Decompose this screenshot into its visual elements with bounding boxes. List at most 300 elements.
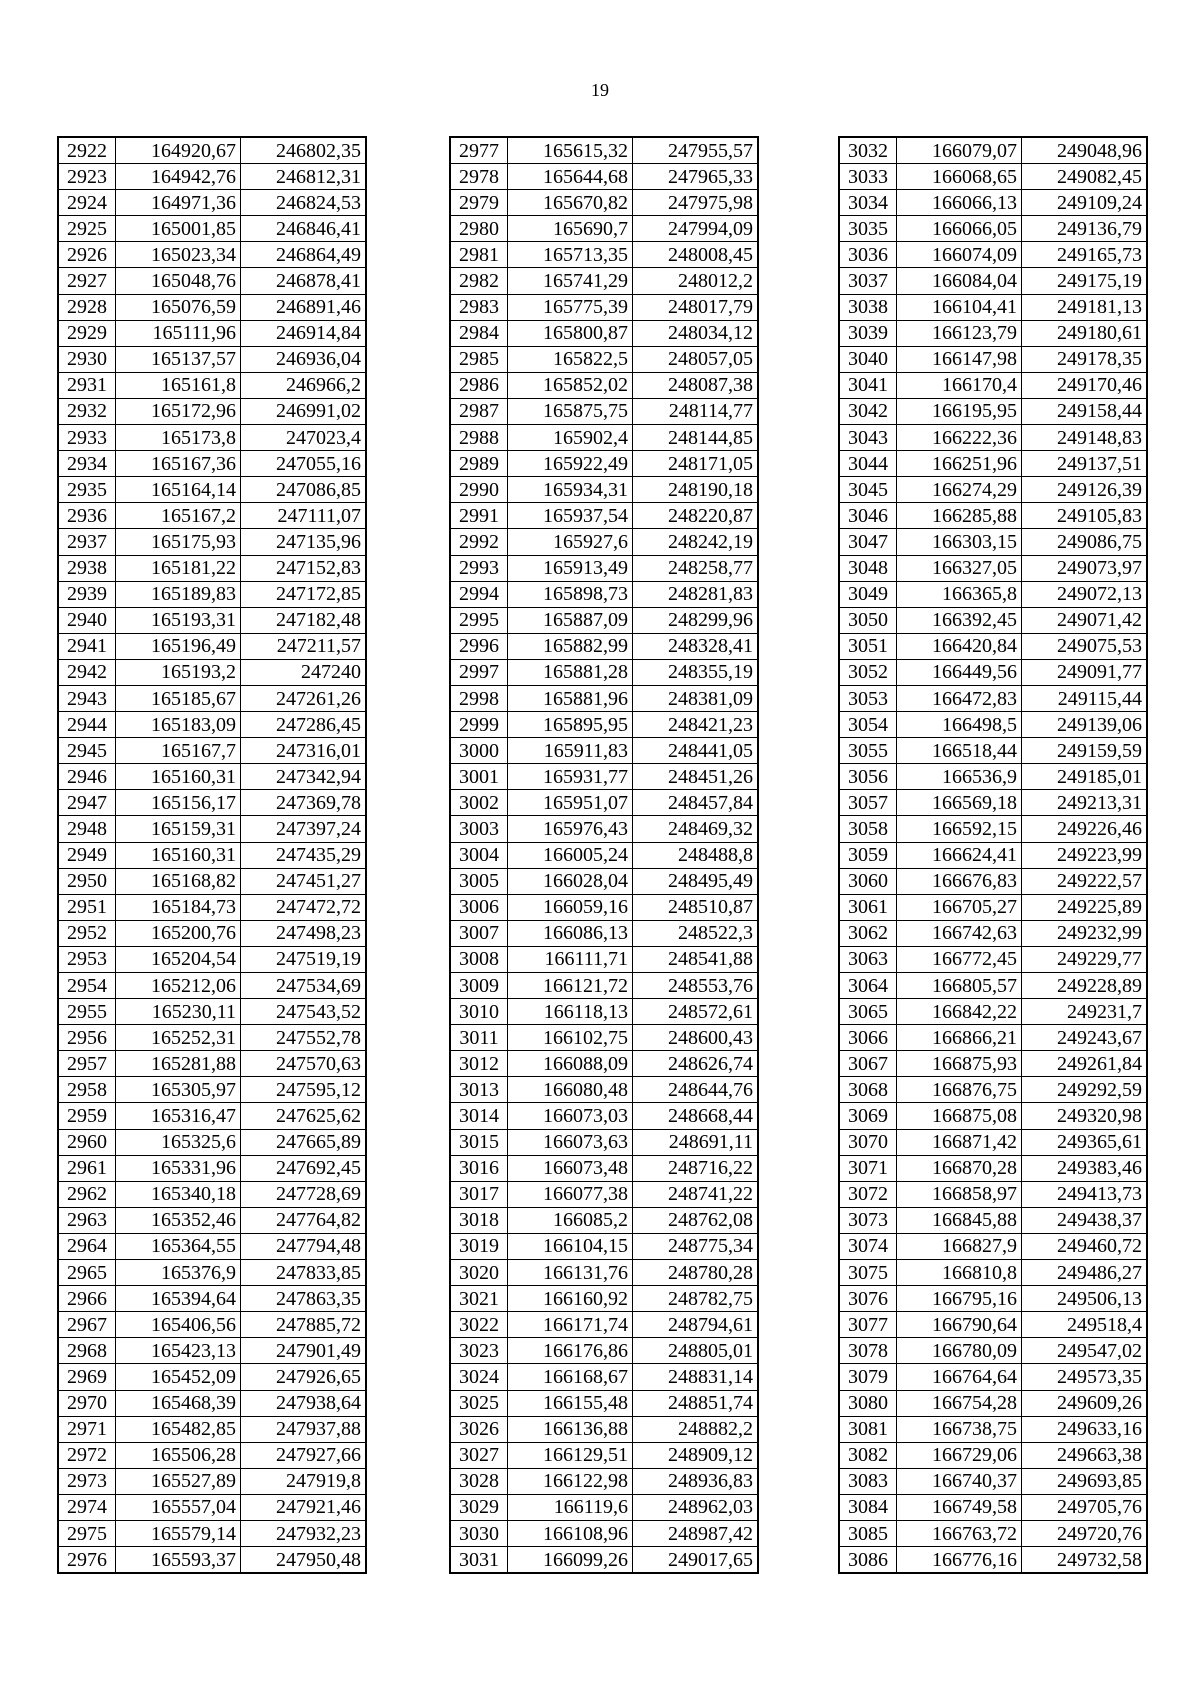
table-row: [839, 946, 1147, 972]
y-coordinate-cell: 247086,85: [241, 477, 367, 503]
table-row: [450, 1260, 758, 1286]
point-number-cell: 3020: [450, 1260, 508, 1286]
y-coordinate-cell: 248441,05: [633, 738, 759, 764]
y-coordinate-cell: 248626,74: [633, 1051, 759, 1077]
y-coordinate-cell: 249213,31: [1022, 790, 1148, 816]
table-row: [58, 268, 366, 294]
point-number-cell: 3085: [839, 1520, 897, 1546]
x-coordinate-cell: 165690,7: [508, 216, 633, 242]
y-coordinate-cell: 249547,02: [1022, 1338, 1148, 1364]
point-number-cell: 3073: [839, 1207, 897, 1233]
table-row: [58, 1207, 366, 1233]
table-row: [839, 1547, 1147, 1574]
point-number-cell: 2995: [450, 607, 508, 633]
point-number-cell: 3049: [839, 581, 897, 607]
point-number-cell: 3016: [450, 1155, 508, 1181]
point-number-cell: 3081: [839, 1416, 897, 1442]
y-coordinate-cell: 247369,78: [241, 790, 367, 816]
point-number-cell: 3055: [839, 738, 897, 764]
x-coordinate-cell: 166028,04: [508, 868, 633, 894]
x-coordinate-cell: 165376,9: [116, 1260, 241, 1286]
point-number-cell: 2932: [58, 398, 116, 424]
point-number-cell: 3035: [839, 216, 897, 242]
y-coordinate-cell: 247901,49: [241, 1338, 367, 1364]
point-number-cell: 3001: [450, 764, 508, 790]
x-coordinate-cell: 166876,75: [897, 1077, 1022, 1103]
x-coordinate-cell: 166099,26: [508, 1547, 633, 1574]
table-row: [839, 659, 1147, 685]
point-number-cell: 2938: [58, 555, 116, 581]
y-coordinate-cell: 248017,79: [633, 294, 759, 320]
table-row: [450, 398, 758, 424]
x-coordinate-cell: 165340,18: [116, 1181, 241, 1207]
point-number-cell: 3037: [839, 268, 897, 294]
table-row: [839, 1494, 1147, 1520]
x-coordinate-cell: 165741,29: [508, 268, 633, 294]
point-number-cell: 2973: [58, 1468, 116, 1494]
point-number-cell: 3080: [839, 1390, 897, 1416]
table-row: [450, 816, 758, 842]
point-number-cell: 3012: [450, 1051, 508, 1077]
table-row: [839, 1260, 1147, 1286]
y-coordinate-cell: 247937,88: [241, 1416, 367, 1442]
table-row: [58, 320, 366, 346]
y-coordinate-cell: 246991,02: [241, 398, 367, 424]
y-coordinate-cell: 249486,27: [1022, 1260, 1148, 1286]
table-row: [839, 999, 1147, 1025]
x-coordinate-cell: 166327,05: [897, 555, 1022, 581]
table-row: [58, 1468, 366, 1494]
x-coordinate-cell: 165175,93: [116, 529, 241, 555]
y-coordinate-cell: 248882,2: [633, 1416, 759, 1442]
point-number-cell: 2969: [58, 1364, 116, 1390]
x-coordinate-cell: 165281,88: [116, 1051, 241, 1077]
x-coordinate-cell: 166870,28: [897, 1155, 1022, 1181]
point-number-cell: 3008: [450, 946, 508, 972]
point-number-cell: 2952: [58, 920, 116, 946]
point-number-cell: 3036: [839, 242, 897, 268]
table-row: [839, 1233, 1147, 1259]
x-coordinate-cell: 166472,83: [897, 685, 1022, 711]
x-coordinate-cell: 165898,73: [508, 581, 633, 607]
x-coordinate-cell: 165644,68: [508, 164, 633, 190]
x-coordinate-cell: 166569,18: [897, 790, 1022, 816]
point-number-cell: 2954: [58, 973, 116, 999]
x-coordinate-cell: 166195,95: [897, 398, 1022, 424]
table-row: [839, 1103, 1147, 1129]
point-number-cell: 2947: [58, 790, 116, 816]
y-coordinate-cell: 249438,37: [1022, 1207, 1148, 1233]
x-coordinate-cell: 165181,22: [116, 555, 241, 581]
point-number-cell: 2946: [58, 764, 116, 790]
table-row: [58, 790, 366, 816]
point-number-cell: 3066: [839, 1025, 897, 1051]
table-row: [58, 1520, 366, 1546]
x-coordinate-cell: 166079,07: [897, 137, 1022, 164]
y-coordinate-cell: 249705,76: [1022, 1494, 1148, 1520]
x-coordinate-cell: 166274,29: [897, 477, 1022, 503]
y-coordinate-cell: 248012,2: [633, 268, 759, 294]
x-coordinate-cell: 166080,48: [508, 1077, 633, 1103]
y-coordinate-cell: 249178,35: [1022, 346, 1148, 372]
y-coordinate-cell: 249185,01: [1022, 764, 1148, 790]
y-coordinate-cell: 249232,99: [1022, 920, 1148, 946]
x-coordinate-cell: 165325,6: [116, 1129, 241, 1155]
table-row: [839, 164, 1147, 190]
x-coordinate-cell: 166518,44: [897, 738, 1022, 764]
x-coordinate-cell: 166536,9: [897, 764, 1022, 790]
y-coordinate-cell: 248034,12: [633, 320, 759, 346]
point-number-cell: 2999: [450, 712, 508, 738]
x-coordinate-cell: 165852,02: [508, 372, 633, 398]
x-coordinate-cell: 165161,8: [116, 372, 241, 398]
y-coordinate-cell: 247938,64: [241, 1390, 367, 1416]
table-row: [58, 1286, 366, 1312]
y-coordinate-cell: 249633,16: [1022, 1416, 1148, 1442]
y-coordinate-cell: 249518,4: [1022, 1312, 1148, 1338]
table-row: [58, 1442, 366, 1468]
point-number-cell: 2927: [58, 268, 116, 294]
table-row: [450, 581, 758, 607]
table-row: [839, 1129, 1147, 1155]
y-coordinate-cell: 247570,63: [241, 1051, 367, 1077]
point-number-cell: 3042: [839, 398, 897, 424]
y-coordinate-cell: 246864,49: [241, 242, 367, 268]
point-number-cell: 2929: [58, 320, 116, 346]
table-row: [450, 607, 758, 633]
table-row: [839, 816, 1147, 842]
table-row: [450, 1129, 758, 1155]
y-coordinate-cell: 246812,31: [241, 164, 367, 190]
table-row: [58, 503, 366, 529]
y-coordinate-cell: 248644,76: [633, 1077, 759, 1103]
point-number-cell: 3070: [839, 1129, 897, 1155]
table-row: [450, 503, 758, 529]
table-row: [58, 1181, 366, 1207]
y-coordinate-cell: 249181,13: [1022, 294, 1148, 320]
table-row: [450, 712, 758, 738]
point-number-cell: 2961: [58, 1155, 116, 1181]
x-coordinate-cell: 165913,49: [508, 555, 633, 581]
y-coordinate-cell: 249126,39: [1022, 477, 1148, 503]
x-coordinate-cell: 165922,49: [508, 451, 633, 477]
y-coordinate-cell: 247543,52: [241, 999, 367, 1025]
y-coordinate-cell: 247955,57: [633, 137, 759, 164]
table-row: [450, 164, 758, 190]
table-row: [450, 1286, 758, 1312]
point-number-cell: 3006: [450, 894, 508, 920]
y-coordinate-cell: 247172,85: [241, 581, 367, 607]
y-coordinate-cell: 249073,97: [1022, 555, 1148, 581]
x-coordinate-cell: 165934,31: [508, 477, 633, 503]
x-coordinate-cell: 165023,34: [116, 242, 241, 268]
x-coordinate-cell: 165193,31: [116, 607, 241, 633]
x-coordinate-cell: 166875,93: [897, 1051, 1022, 1077]
x-coordinate-cell: 165156,17: [116, 790, 241, 816]
x-coordinate-cell: 166073,03: [508, 1103, 633, 1129]
point-number-cell: 2934: [58, 451, 116, 477]
x-coordinate-cell: 166827,9: [897, 1233, 1022, 1259]
table-row: [450, 294, 758, 320]
x-coordinate-cell: 166155,48: [508, 1390, 633, 1416]
point-number-cell: 3003: [450, 816, 508, 842]
y-coordinate-cell: 248087,38: [633, 372, 759, 398]
x-coordinate-cell: 165111,96: [116, 320, 241, 346]
point-number-cell: 3052: [839, 659, 897, 685]
table-row: [839, 790, 1147, 816]
point-number-cell: 3054: [839, 712, 897, 738]
table-row: [450, 242, 758, 268]
table-row: [58, 425, 366, 451]
table-row: [839, 920, 1147, 946]
point-number-cell: 3057: [839, 790, 897, 816]
x-coordinate-cell: 165193,2: [116, 659, 241, 685]
point-number-cell: 2988: [450, 425, 508, 451]
x-coordinate-cell: 165882,99: [508, 633, 633, 659]
y-coordinate-cell: 247994,09: [633, 216, 759, 242]
table-row: [450, 920, 758, 946]
point-number-cell: 3050: [839, 607, 897, 633]
x-coordinate-cell: 166764,64: [897, 1364, 1022, 1390]
y-coordinate-cell: 248220,87: [633, 503, 759, 529]
point-number-cell: 3060: [839, 868, 897, 894]
y-coordinate-cell: 249261,84: [1022, 1051, 1148, 1077]
table-row: [58, 451, 366, 477]
table-row: [450, 451, 758, 477]
x-coordinate-cell: 166795,16: [897, 1286, 1022, 1312]
table-row: [839, 372, 1147, 398]
x-coordinate-cell: 165160,31: [116, 842, 241, 868]
point-number-cell: 3064: [839, 973, 897, 999]
point-number-cell: 2997: [450, 659, 508, 685]
y-coordinate-cell: 249148,83: [1022, 425, 1148, 451]
point-number-cell: 2979: [450, 190, 508, 216]
table-row: [58, 1494, 366, 1520]
point-number-cell: 2962: [58, 1181, 116, 1207]
y-coordinate-cell: 249180,61: [1022, 320, 1148, 346]
x-coordinate-cell: 166251,96: [897, 451, 1022, 477]
table-row: [450, 659, 758, 685]
y-coordinate-cell: 247498,23: [241, 920, 367, 946]
y-coordinate-cell: 249071,42: [1022, 607, 1148, 633]
y-coordinate-cell: 247595,12: [241, 1077, 367, 1103]
y-coordinate-cell: 247534,69: [241, 973, 367, 999]
point-number-cell: 2939: [58, 581, 116, 607]
y-coordinate-cell: 246891,46: [241, 294, 367, 320]
x-coordinate-cell: 166084,04: [897, 268, 1022, 294]
y-coordinate-cell: 248600,43: [633, 1025, 759, 1051]
y-coordinate-cell: 247885,72: [241, 1312, 367, 1338]
point-number-cell: 3048: [839, 555, 897, 581]
point-number-cell: 2935: [58, 477, 116, 503]
x-coordinate-cell: 165159,31: [116, 816, 241, 842]
point-number-cell: 2937: [58, 529, 116, 555]
table-row: [58, 1364, 366, 1390]
x-coordinate-cell: 166005,24: [508, 842, 633, 868]
point-number-cell: 2945: [58, 738, 116, 764]
y-coordinate-cell: 249170,46: [1022, 372, 1148, 398]
y-coordinate-cell: 247926,65: [241, 1364, 367, 1390]
x-coordinate-cell: 165252,31: [116, 1025, 241, 1051]
table-row: [58, 973, 366, 999]
y-coordinate-cell: 249165,73: [1022, 242, 1148, 268]
x-coordinate-cell: 166676,83: [897, 868, 1022, 894]
table-row: [839, 1051, 1147, 1077]
table-row: [58, 346, 366, 372]
table-row: [450, 1364, 758, 1390]
table-row: [450, 1155, 758, 1181]
x-coordinate-cell: 165160,31: [116, 764, 241, 790]
x-coordinate-cell: 165316,47: [116, 1103, 241, 1129]
x-coordinate-cell: 166066,05: [897, 216, 1022, 242]
x-coordinate-cell: 166122,98: [508, 1468, 633, 1494]
y-coordinate-cell: 248057,05: [633, 346, 759, 372]
coordinate-table-2: [449, 136, 759, 1574]
point-number-cell: 3062: [839, 920, 897, 946]
table-row: [58, 816, 366, 842]
point-number-cell: 3002: [450, 790, 508, 816]
table-row: [839, 633, 1147, 659]
x-coordinate-cell: 166160,92: [508, 1286, 633, 1312]
y-coordinate-cell: 249072,13: [1022, 581, 1148, 607]
point-number-cell: 2968: [58, 1338, 116, 1364]
x-coordinate-cell: 166066,13: [897, 190, 1022, 216]
y-coordinate-cell: 246802,35: [241, 137, 367, 164]
point-number-cell: 3065: [839, 999, 897, 1025]
y-coordinate-cell: 249223,99: [1022, 842, 1148, 868]
y-coordinate-cell: 247927,66: [241, 1442, 367, 1468]
point-number-cell: 2953: [58, 946, 116, 972]
point-number-cell: 3010: [450, 999, 508, 1025]
y-coordinate-cell: 248510,87: [633, 894, 759, 920]
table-row: [839, 685, 1147, 711]
point-number-cell: 2936: [58, 503, 116, 529]
x-coordinate-cell: 165076,59: [116, 294, 241, 320]
point-number-cell: 2994: [450, 581, 508, 607]
y-coordinate-cell: 249225,89: [1022, 894, 1148, 920]
table-row: [450, 868, 758, 894]
point-number-cell: 3019: [450, 1233, 508, 1259]
table-row: [58, 920, 366, 946]
table-row: [58, 946, 366, 972]
table-row: [58, 1416, 366, 1442]
point-number-cell: 3029: [450, 1494, 508, 1520]
table-row: [839, 1390, 1147, 1416]
point-number-cell: 2944: [58, 712, 116, 738]
point-number-cell: 2926: [58, 242, 116, 268]
y-coordinate-cell: 247055,16: [241, 451, 367, 477]
y-coordinate-cell: 248355,19: [633, 659, 759, 685]
point-number-cell: 2960: [58, 1129, 116, 1155]
x-coordinate-cell: 166498,5: [897, 712, 1022, 738]
table-row: [839, 1312, 1147, 1338]
x-coordinate-cell: 165506,28: [116, 1442, 241, 1468]
point-number-cell: 3084: [839, 1494, 897, 1520]
table-row: [58, 1025, 366, 1051]
x-coordinate-cell: 166168,67: [508, 1364, 633, 1390]
y-coordinate-cell: 247182,48: [241, 607, 367, 633]
x-coordinate-cell: 165670,82: [508, 190, 633, 216]
table-row: [450, 1103, 758, 1129]
table-row: [58, 712, 366, 738]
x-coordinate-cell: 166738,75: [897, 1416, 1022, 1442]
y-coordinate-cell: 249048,96: [1022, 137, 1148, 164]
y-coordinate-cell: 249228,89: [1022, 973, 1148, 999]
table-row: [450, 1547, 758, 1574]
table-row: [450, 1025, 758, 1051]
y-coordinate-cell: 249136,79: [1022, 216, 1148, 242]
x-coordinate-cell: 165352,46: [116, 1207, 241, 1233]
x-coordinate-cell: 166059,16: [508, 894, 633, 920]
table-row: [450, 1077, 758, 1103]
x-coordinate-cell: 165172,96: [116, 398, 241, 424]
x-coordinate-cell: 166742,63: [897, 920, 1022, 946]
table-row: [839, 868, 1147, 894]
table-row: [58, 190, 366, 216]
x-coordinate-cell: 165895,95: [508, 712, 633, 738]
y-coordinate-cell: 249082,45: [1022, 164, 1148, 190]
table-row: [839, 738, 1147, 764]
x-coordinate-cell: 166790,64: [897, 1312, 1022, 1338]
x-coordinate-cell: 166073,63: [508, 1129, 633, 1155]
point-number-cell: 2924: [58, 190, 116, 216]
point-number-cell: 3047: [839, 529, 897, 555]
x-coordinate-cell: 165527,89: [116, 1468, 241, 1494]
table-row: [58, 1547, 366, 1574]
coordinate-table-3: [838, 136, 1148, 1574]
table-row: [58, 738, 366, 764]
y-coordinate-cell: 248008,45: [633, 242, 759, 268]
point-number-cell: 2998: [450, 685, 508, 711]
y-coordinate-cell: 249139,06: [1022, 712, 1148, 738]
point-number-cell: 2978: [450, 164, 508, 190]
x-coordinate-cell: 165406,56: [116, 1312, 241, 1338]
x-coordinate-cell: 166119,6: [508, 1494, 633, 1520]
table-row: [58, 659, 366, 685]
point-number-cell: 2941: [58, 633, 116, 659]
x-coordinate-cell: 165196,49: [116, 633, 241, 659]
point-number-cell: 2976: [58, 1547, 116, 1574]
x-coordinate-cell: 166118,13: [508, 999, 633, 1025]
table-row: [450, 738, 758, 764]
point-number-cell: 2977: [450, 137, 508, 164]
x-coordinate-cell: 165200,76: [116, 920, 241, 946]
point-number-cell: 3076: [839, 1286, 897, 1312]
point-number-cell: 3046: [839, 503, 897, 529]
x-coordinate-cell: 166074,09: [897, 242, 1022, 268]
point-number-cell: 2933: [58, 425, 116, 451]
x-coordinate-cell: 166176,86: [508, 1338, 633, 1364]
x-coordinate-cell: 164920,67: [116, 137, 241, 164]
x-coordinate-cell: 165881,96: [508, 685, 633, 711]
x-coordinate-cell: 166592,15: [897, 816, 1022, 842]
point-number-cell: 2967: [58, 1312, 116, 1338]
x-coordinate-cell: 166104,15: [508, 1233, 633, 1259]
y-coordinate-cell: 248171,05: [633, 451, 759, 477]
x-coordinate-cell: 165593,37: [116, 1547, 241, 1574]
y-coordinate-cell: 247451,27: [241, 868, 367, 894]
x-coordinate-cell: 165881,28: [508, 659, 633, 685]
y-coordinate-cell: 247261,26: [241, 685, 367, 711]
point-number-cell: 3086: [839, 1547, 897, 1574]
y-coordinate-cell: 249573,35: [1022, 1364, 1148, 1390]
point-number-cell: 2996: [450, 633, 508, 659]
table-row: [839, 503, 1147, 529]
point-number-cell: 3007: [450, 920, 508, 946]
table-row: [839, 477, 1147, 503]
y-coordinate-cell: 248328,41: [633, 633, 759, 659]
table-row: [839, 1181, 1147, 1207]
